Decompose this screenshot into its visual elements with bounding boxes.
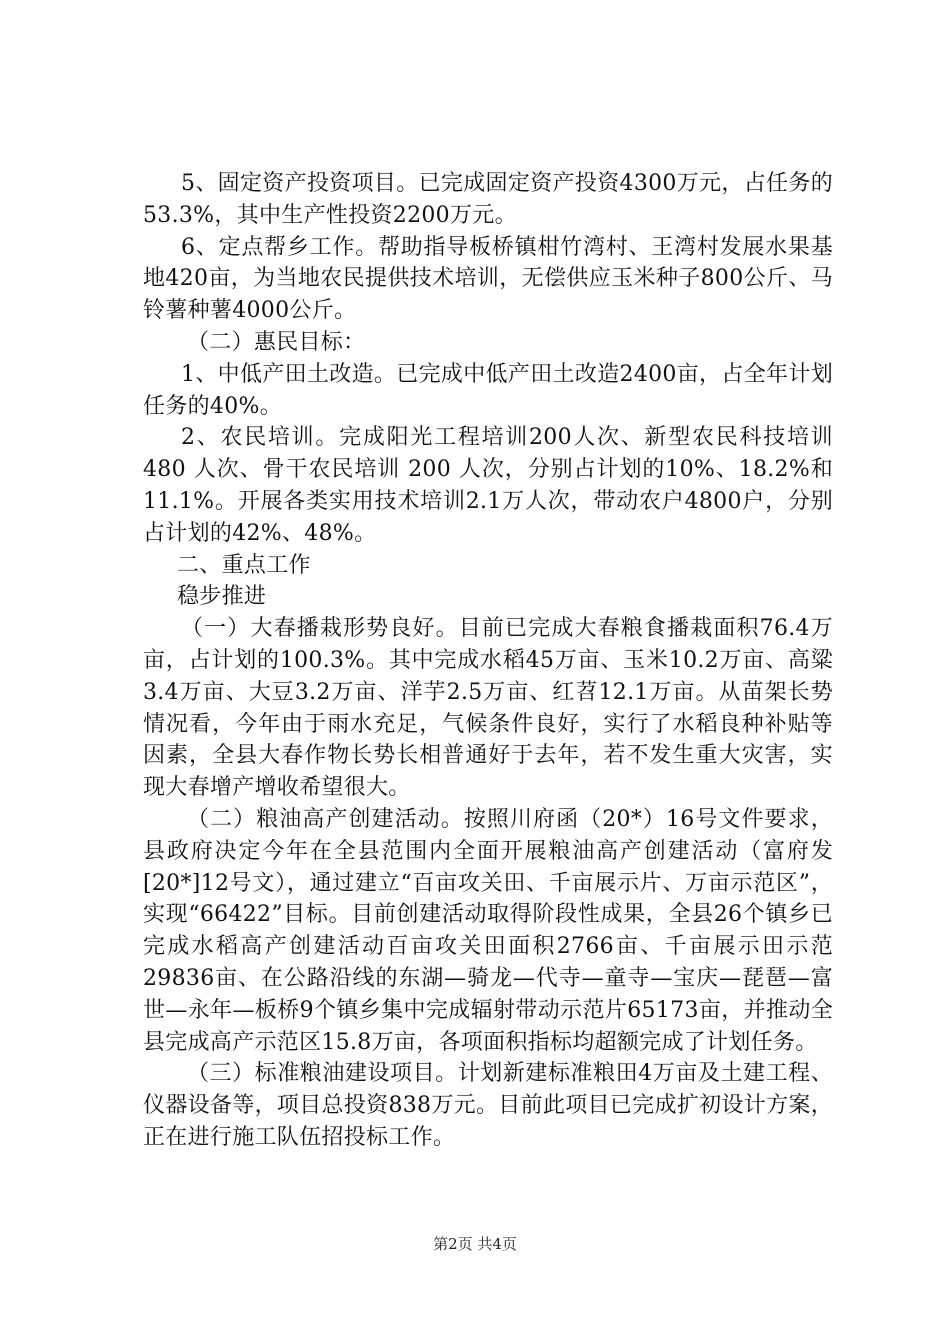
paragraph-high-yield-campaign: （二）粮油高产创建活动。按照川府函（20*）16号文件要求，县政府决定今年在全县范围内全面开展粮油高产创建活动（富府发[20*]12号文），通过建立“百亩攻关田、千亩展示片、万亩示范区”，实现“66422”目标。目前创建活动取得阶段性成果，全县26个镇乡已完成水稻高产创建活动百亩攻关田面积2766亩、千亩展示田示范29836亩、在公路沿线的东湖—骑龙—代寺—童寺—宝庆—琵琶—富世—永年—板桥9个镇乡集中完成辐射带动示范片65173亩，并推动全县完成高产示范区15.8万亩，各项面积指标均超额完成了计划任务。 — [143, 806, 833, 1055]
paragraph-steady-progress: 稳步推进 — [177, 584, 267, 610]
document-body — [143, 168, 833, 1154]
paragraph-heading-key-work: 二、重点工作 — [177, 552, 311, 578]
paragraph-township-assistance: 6、定点帮乡工作。帮助指导板桥镇柑竹湾村、王湾村发展水果基地420亩，为当地农民提供技术培训，无偿供应玉米种子800公斤、马铃薯种薯4000公斤。 — [143, 234, 833, 324]
paragraph-heading-benefit-goals: （二）惠民目标： — [187, 329, 366, 355]
paragraph-standard-grain-project: （三）标准粮油建设项目。计划新建标准粮田4万亩及土建工程、仪器设备等，项目总投资838万元。目前此项目已完成扩初设计方案，正在进行施工队伍招投标工作。 — [143, 1061, 833, 1150]
paragraph-farmer-training: 2、农民培训。完成阳光工程培训200人次、新型农民科技培训 480 人次、骨干农民培训 200 人次，分别占计划的10%、18.2%和11.1%。开展各类实用技术培训2.1万人次，带动农户4800户，分别占计划的42%、48%。 — [143, 425, 833, 546]
paragraph-fixed-asset-investment: 5、固定资产投资项目。已完成固定资产投资4300万元，占任务的53.3%，其中生产性投资2200万元。 — [143, 171, 833, 228]
paragraph-farmland-improvement: 1、中低产田土改造。已完成中低产田土改造2400亩，占全年计划任务的40%。 — [143, 361, 833, 419]
paragraph-spring-planting: （一）大春播栽形势良好。目前已完成大春粮食播栽面积76.4万亩，占计划的100.3%。其中完成水稻45万亩、玉米10.2万亩、高粱3.4万亩、大豆3.2万亩、洋芋2.5万亩、红苕12.1万亩。从苗架长势情况看，今年由于雨水充足，气候条件良好，实行了水稻良种补贴等因素，全县大春作物长势长相普通好于去年，若不发生重大灾害，实现大春增产增收希望很大。 — [143, 616, 833, 801]
page-number-footer: 第2页 共4页 — [433, 1235, 517, 1253]
